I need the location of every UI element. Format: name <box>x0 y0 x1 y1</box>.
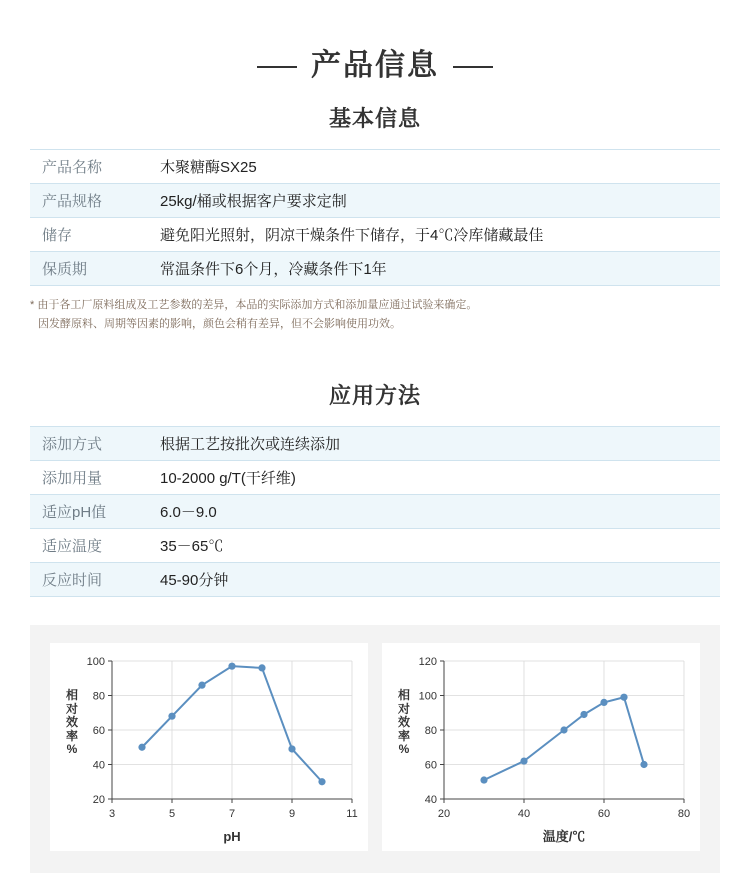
row-label: 适应温度 <box>30 529 152 563</box>
row-value: 45-90分钟 <box>152 563 720 597</box>
svg-text:20: 20 <box>92 794 105 807</box>
svg-text:80: 80 <box>92 690 105 703</box>
row-value: 25kg/桶或根据客户要求定制 <box>152 184 720 218</box>
row-value: 6.0－9.0 <box>152 495 720 529</box>
page-title-text: 产品信息 <box>311 49 439 82</box>
svg-text:40: 40 <box>517 808 531 821</box>
title-dash-right <box>453 66 493 68</box>
svg-text:7: 7 <box>228 808 236 821</box>
table-row <box>30 529 720 563</box>
svg-text:120: 120 <box>418 656 437 669</box>
application-heading: 应用方法 <box>328 383 421 409</box>
row-label: 储存 <box>30 218 152 252</box>
svg-text:100: 100 <box>86 656 105 669</box>
row-label: 添加用量 <box>30 461 152 495</box>
ph-activity-chart <box>50 643 368 851</box>
title-dash-left <box>257 66 297 68</box>
footnote <box>30 296 720 333</box>
basic-info-table <box>30 149 720 286</box>
svg-text:80: 80 <box>677 808 691 821</box>
page-title <box>243 40 507 84</box>
basic-info-heading: 基本信息 <box>328 106 421 131</box>
table-row <box>30 427 720 461</box>
row-value: 避免阳光照射，阴凉干燥条件下储存，于4℃冷库储藏最佳 <box>152 218 720 252</box>
row-label: 产品名称 <box>30 150 152 184</box>
svg-text:60: 60 <box>424 759 437 772</box>
temperature-chart-card <box>382 643 700 851</box>
svg-text:pH: pH <box>223 829 241 845</box>
row-value: 常温条件下6个月，冷藏条件下1年 <box>152 252 720 286</box>
row-label: 适应pH值 <box>30 495 152 529</box>
row-value: 根据工艺按批次或连续添加 <box>152 427 720 461</box>
row-value: 木聚糖酶SX25 <box>152 150 720 184</box>
charts-container <box>30 625 720 873</box>
footnote-line-2: 因发酵原料、周期等因素的影响，颜色会稍有差异，但不会影响使用功效。 <box>38 317 401 330</box>
svg-text:80: 80 <box>424 725 437 738</box>
svg-text:40: 40 <box>424 794 437 807</box>
svg-text:9: 9 <box>288 808 296 821</box>
ph-chart-card <box>50 643 368 851</box>
table-row <box>30 184 720 218</box>
row-value: 35－65℃ <box>152 529 720 563</box>
row-label: 产品规格 <box>30 184 152 218</box>
svg-text:60: 60 <box>92 725 105 738</box>
row-label: 添加方式 <box>30 427 152 461</box>
svg-text:5: 5 <box>168 808 176 821</box>
main-title-container <box>0 0 750 84</box>
svg-text:20: 20 <box>437 808 451 821</box>
footnote-line-1: * 由于各工厂原料组成及工艺参数的差异，本品的实际添加方式和添加量应通过试验来确定。 <box>30 299 478 311</box>
temperature-activity-chart <box>382 643 700 851</box>
svg-text:40: 40 <box>92 759 105 772</box>
ph-chart-ylabel: 相 对 效 率 % <box>65 688 78 757</box>
svg-text:温度/℃: 温度/℃ <box>542 829 586 845</box>
row-value: 10-2000 g/T(干纤维) <box>152 461 720 495</box>
table-row <box>30 252 720 286</box>
table-row <box>30 461 720 495</box>
temperature-chart-ylabel: 相 对 效 率 % <box>397 688 410 757</box>
application-table <box>30 426 720 597</box>
svg-text:60: 60 <box>597 808 611 821</box>
row-label: 反应时间 <box>30 563 152 597</box>
table-row <box>30 563 720 597</box>
svg-text:3: 3 <box>108 808 116 821</box>
svg-text:100: 100 <box>418 690 437 703</box>
svg-text:11: 11 <box>346 808 358 821</box>
row-label: 保质期 <box>30 252 152 286</box>
table-row <box>30 495 720 529</box>
table-row <box>30 218 720 252</box>
table-row <box>30 150 720 184</box>
